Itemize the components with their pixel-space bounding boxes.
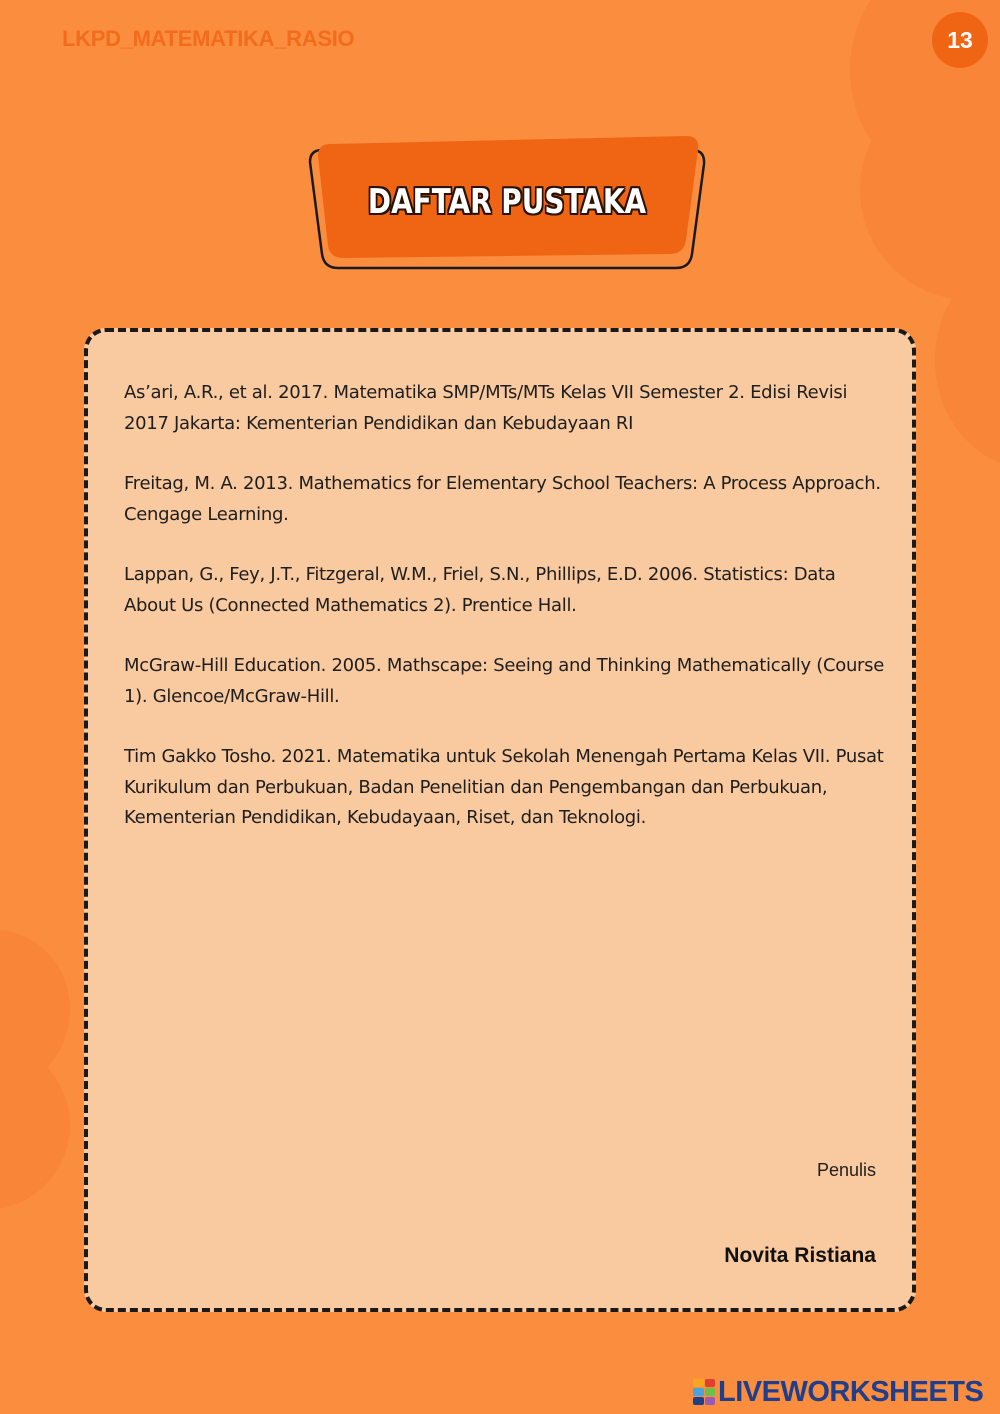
document-title: LKPD_MATEMATIKA_RASIO <box>62 26 355 51</box>
reference-item: Freitag, M. A. 2013. Mathematics for Elementary School Teachers: A Process Approach. Cengage Learning. <box>124 473 881 525</box>
author-name: Novita Ristiana <box>724 1244 876 1267</box>
reference-item: Lappan, G., Fey, J.T., Fitzgeral, W.M., Friel, S.N., Phillips, E.D. 2006. Statistics: Data About Us (Connected Mathematics 2). Prentice Hall. <box>124 564 836 616</box>
decor-circle <box>0 1040 70 1210</box>
reference-list <box>124 378 884 864</box>
liveworksheets-wordmark: LIVEWORKSHEETS <box>718 1375 984 1408</box>
reference-item: McGraw-Hill Education. 2005. Mathscape: Seeing and Thinking Mathematically (Course 1). Glencoe/McGraw-Hill. <box>124 655 885 707</box>
reference-item: As’ari, A.R., et al. 2017. Matematika SMP/MTs/MTs Kelas VII Semester 2. Edisi Revisi 2017 Jakarta: Kementerian Pendidikan dan Kebudayaan RI <box>124 382 848 434</box>
section-title-banner <box>300 128 720 278</box>
references-card <box>84 328 916 1312</box>
signature-label: Penulis <box>816 1160 876 1180</box>
page-number-badge: 13 <box>932 12 988 68</box>
liveworksheets-icon <box>693 1379 715 1405</box>
reference-item: Tim Gakko Tosho. 2021. Matematika untuk Sekolah Menengah Pertama Kelas VII. Pusat Kurikulum dan Perbukuan, Badan Penelitian dan Pengembangan dan Perbukuan, Kementerian Pendidikan, Kebudayaan, Riset, dan Teknologi. <box>124 746 884 828</box>
liveworksheets-logo <box>693 1372 993 1412</box>
section-title: DAFTAR PUSTAKA <box>367 182 647 222</box>
